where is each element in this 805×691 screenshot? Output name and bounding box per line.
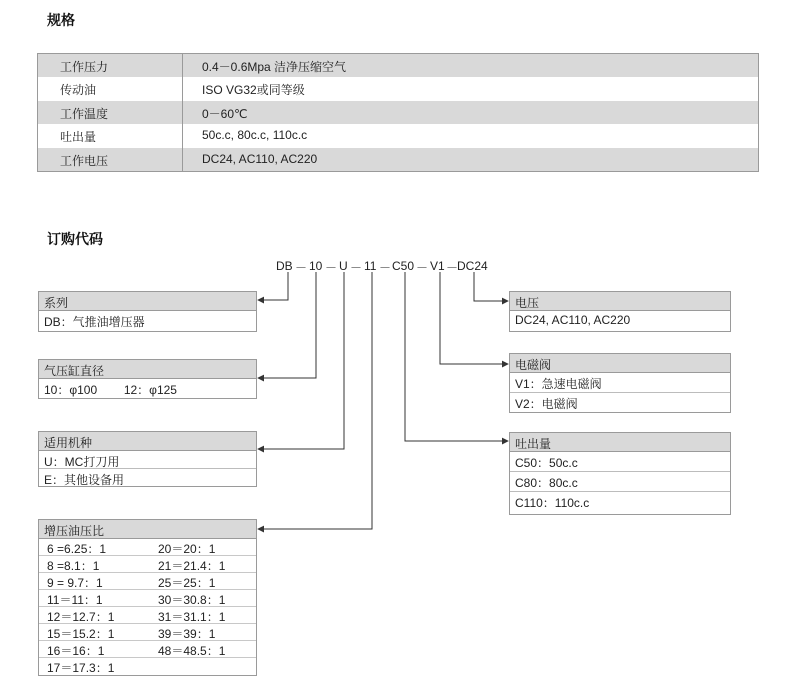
ratio-cell: 15＝15.2：1: [47, 627, 115, 641]
ratio-cell: 31＝31.1：1: [158, 610, 226, 624]
code-v1: V1: [430, 259, 445, 273]
ratio-cell: 39＝39：1: [158, 627, 216, 641]
spec-key: 吐出量: [60, 130, 97, 145]
ratio-row: [39, 590, 256, 607]
voltage-box: [509, 291, 731, 332]
code-10: 10: [309, 259, 323, 273]
spec-key: 传动油: [60, 83, 97, 98]
usage-line: E：其他设备用: [44, 473, 125, 487]
code-db: DB: [276, 259, 293, 273]
code-11: 11: [364, 259, 377, 273]
ratio-cell: 17＝17.3：1: [47, 661, 115, 675]
ratio-cell: 12＝12.7：1: [47, 610, 115, 624]
code-c50: C50: [392, 259, 415, 273]
ratio-row: [39, 624, 256, 641]
valve-line: V2：电磁阀: [515, 397, 578, 411]
output-line: C80：80c.c: [510, 472, 730, 492]
output-line: C50：50c.c: [510, 452, 730, 472]
ratio-cell: 21＝21.4：1: [158, 559, 226, 573]
code-dash: －: [446, 261, 459, 275]
order-heading: 订购代码: [47, 231, 103, 247]
ratio-cell: 16＝16：1: [47, 644, 105, 658]
spec-value: 0.4－0.6Mpa 洁净压缩空气: [202, 60, 347, 74]
ratio-cell: 30＝30.8：1: [158, 593, 226, 607]
code-dash: －: [295, 261, 308, 275]
code-dash: －: [325, 261, 338, 275]
series-line: DB：气推油增压器: [44, 315, 145, 329]
usage-title: 适用机种: [39, 432, 256, 451]
spec-value: ISO VG32或同等级: [202, 83, 305, 98]
bore-box: [38, 359, 257, 399]
connector-voltage: [474, 272, 508, 301]
valve-line: V1：急速电磁阀: [510, 373, 730, 393]
spec-value: 50c.c, 80c.c, 110c.c: [202, 128, 308, 143]
ratio-cell: 9 = 9.7：1: [47, 576, 103, 590]
connector-bore: [258, 272, 316, 378]
ratio-cell: 25＝25：1: [158, 576, 216, 590]
connector-ratio: [258, 272, 372, 529]
spec-key: 工作压力: [60, 60, 109, 74]
code-dash: －: [416, 261, 429, 275]
code-dash: －: [379, 261, 392, 275]
code-dash: －: [350, 261, 363, 275]
code-u: U: [339, 259, 348, 273]
ratio-cell: 20＝20：1: [158, 542, 216, 556]
voltage-title: 电压: [510, 292, 730, 311]
valve-title: 电磁阀: [510, 354, 730, 373]
ratio-row: [39, 556, 256, 573]
ratio-cell: 48＝48.5：1: [158, 644, 226, 658]
spec-heading: 规格: [47, 12, 75, 28]
voltage-line: DC24, AC110, AC220: [515, 313, 631, 327]
ratio-title: 增压油压比: [39, 520, 256, 539]
ratio-row: [39, 573, 256, 590]
ratio-box: [38, 519, 257, 676]
connector-series: [258, 272, 288, 300]
usage-box: [38, 431, 257, 487]
spec-key: 工作电压: [60, 153, 109, 168]
ratio-cell: 8 =8.1：1: [47, 559, 100, 573]
output-title: 吐出量: [510, 433, 730, 452]
connector-output: [405, 272, 508, 441]
connector-usage: [258, 272, 344, 449]
ratio-row: [39, 641, 256, 658]
output-box: [509, 432, 731, 515]
spec-key: 工作温度: [60, 106, 109, 121]
ratio-cell: 11＝11：1: [47, 593, 103, 607]
code-dc24: DC24: [457, 259, 488, 273]
bore-title: 气压缸直径: [39, 360, 256, 379]
series-box: [38, 291, 257, 332]
series-title: 系列: [39, 292, 256, 311]
ratio-row: [39, 658, 256, 675]
usage-line: U：MC打刀用: [39, 451, 256, 469]
ratio-row: [39, 539, 256, 556]
valve-box: [509, 353, 731, 413]
spec-value: 0－60℃: [202, 106, 248, 121]
ratio-row: [39, 607, 256, 624]
spec-value: DC24, AC110, AC220: [202, 151, 318, 166]
bore-line: 10：φ100 12：φ125: [44, 383, 177, 397]
ratio-cell: 6 =6.25：1: [47, 542, 107, 556]
output-line: C110：110c.c: [515, 496, 590, 510]
